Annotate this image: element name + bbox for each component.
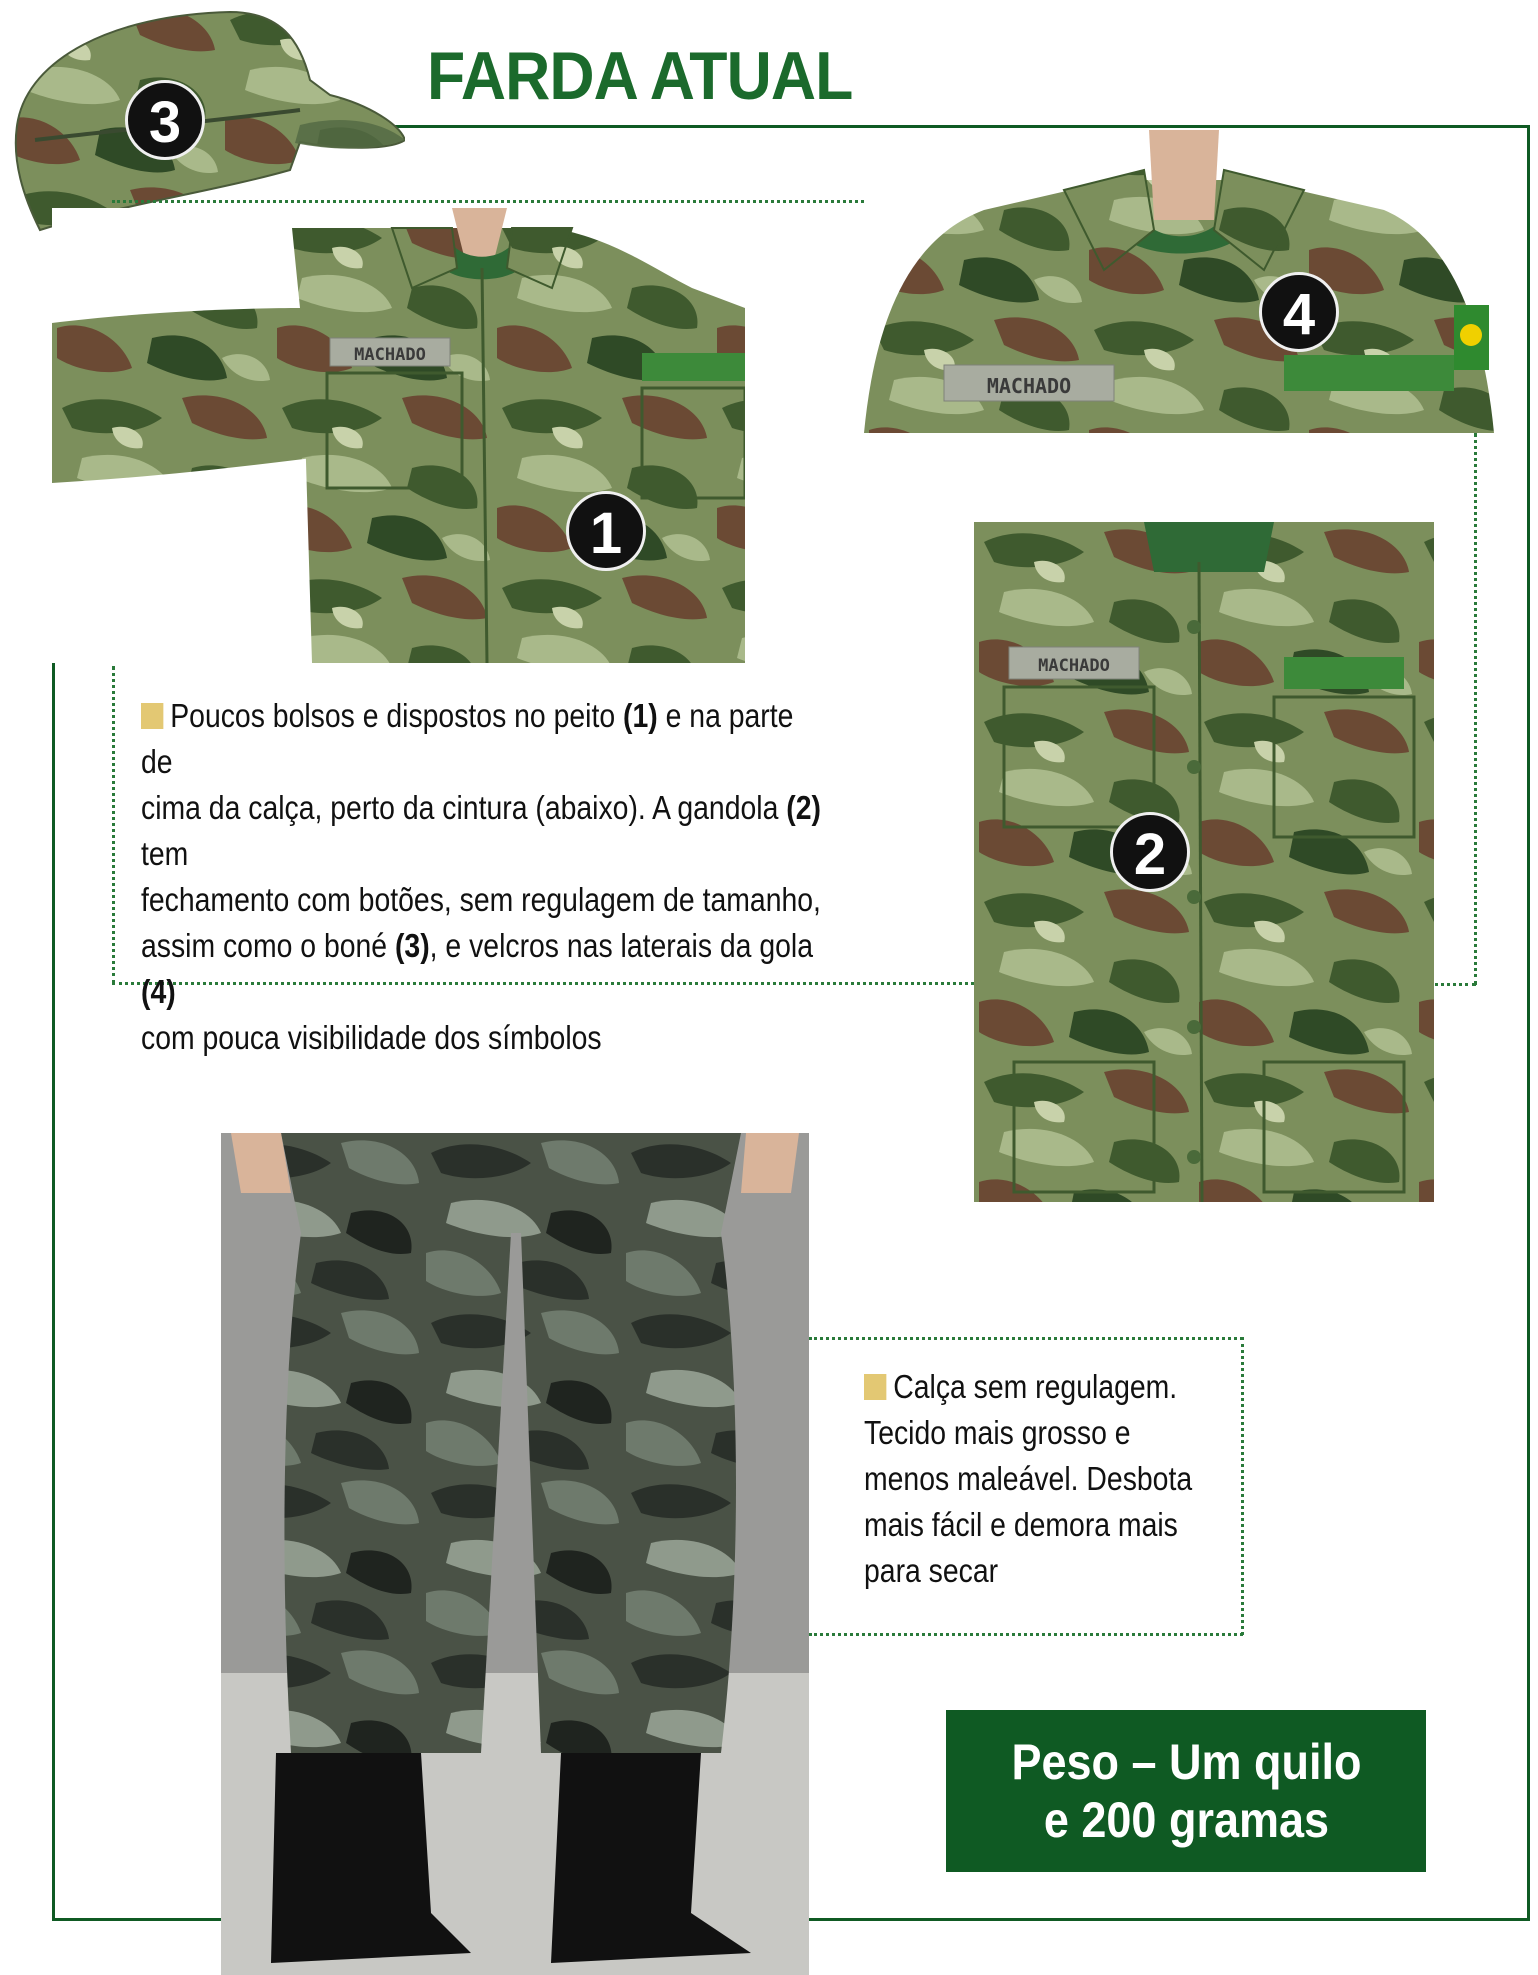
pants-line-1: Calça sem regulagem.: [864, 1364, 1208, 1410]
pants-description: [864, 1364, 1208, 1594]
page-title: FARDA ATUAL: [427, 38, 853, 114]
name-tape-2: MACHADO: [1038, 656, 1110, 676]
jacket-photo-1: [52, 208, 745, 663]
bullet-square-icon: [864, 1374, 886, 1400]
name-tape-1: MACHADO: [354, 345, 426, 365]
description-line-4: assim como o boné (3), e velcros nas laterais da gola (4): [141, 927, 814, 1010]
connector-pants-right: [1241, 1337, 1244, 1635]
collar-photo-4: [864, 130, 1494, 433]
marker-3: 3: [125, 80, 205, 160]
weight-line-2: e 200 gramas: [1043, 1792, 1329, 1848]
weight-box: [946, 1710, 1426, 1872]
connector-right: [1474, 433, 1477, 985]
bullet-square-icon: [141, 703, 163, 729]
connector-left-box: [112, 666, 115, 984]
pants-line-4: mais fácil e demora mais: [864, 1506, 1178, 1543]
pants-line-3: menos maleável. Desbota: [864, 1460, 1193, 1497]
pants-line-2: Tecido mais grosso e: [864, 1414, 1131, 1451]
jacket-description: [141, 693, 829, 1061]
weight-line-1: Peso – Um quilo: [1010, 1734, 1362, 1790]
connector-right-bottom: [1428, 983, 1476, 986]
marker-2: 2: [1110, 812, 1190, 892]
pants-line-5: para secar: [864, 1552, 999, 1589]
description-line-3: fechamento com botões, sem regulagem de tamanho,: [141, 881, 821, 918]
connector-pants-bottom: [809, 1633, 1243, 1636]
description-line-2: cima da calça, perto da cintura (abaixo). A gandola (2) tem: [141, 789, 821, 872]
description-line-5: com pouca visibilidade dos símbolos: [141, 1019, 602, 1056]
connector-pants-top: [809, 1337, 1243, 1340]
pants-photo: [221, 1133, 809, 1975]
jacket-photo-2: [974, 522, 1434, 1202]
marker-4: 4: [1259, 272, 1339, 352]
description-line-1: Poucos bolsos e dispostos no peito (1) e na parte de: [141, 697, 794, 780]
marker-1: 1: [566, 491, 646, 571]
name-tape-4: MACHADO: [986, 374, 1072, 398]
connector-top: [112, 200, 864, 203]
